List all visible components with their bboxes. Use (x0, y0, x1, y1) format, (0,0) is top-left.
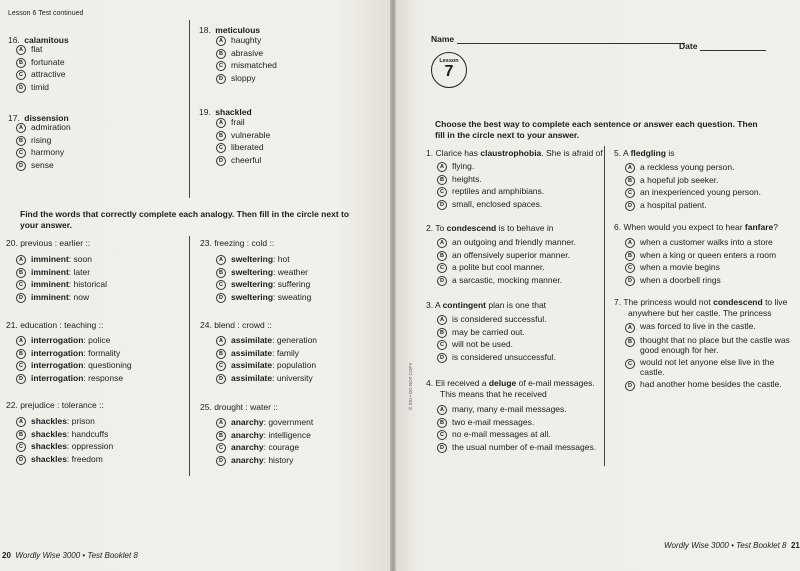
answer-bubble-icon[interactable]: D (625, 201, 635, 211)
answer-bubble-icon[interactable]: D (216, 456, 226, 466)
column-divider (189, 236, 190, 476)
answer-option[interactable] (16, 347, 132, 360)
option-text: the usual number of e-mail messages. (452, 441, 597, 452)
question-23: 23. freezing : cold :: (200, 238, 275, 248)
option-text: sloppy (231, 72, 256, 83)
options-q22 (16, 415, 113, 465)
answer-bubble-icon[interactable]: A (16, 123, 26, 133)
answer-option[interactable] (216, 454, 313, 467)
option-text: rising (31, 134, 52, 145)
answer-option[interactable] (437, 198, 544, 211)
answer-option[interactable] (437, 338, 556, 351)
option-text: will not be used. (452, 339, 513, 350)
answer-option[interactable] (216, 334, 317, 347)
analogy-rest: : generation (272, 335, 318, 345)
option-text: attractive (31, 69, 66, 80)
lesson-badge: Lesson 7 (431, 52, 467, 88)
answer-bubble-icon[interactable]: C (625, 188, 635, 198)
options-q7 (625, 321, 790, 393)
option-text: many, many e-mail messages. (452, 404, 567, 414)
answer-option[interactable] (16, 359, 132, 372)
answer-bubble-icon[interactable]: D (437, 443, 447, 453)
option-text: a polite but cool manner. (452, 262, 545, 273)
answer-option[interactable] (216, 347, 317, 360)
answer-option[interactable] (625, 321, 790, 333)
option-text: when a doorbell rings (640, 274, 721, 285)
answer-option[interactable] (437, 249, 576, 262)
column-divider (189, 20, 190, 198)
right-footer: Wordly Wise 3000 • Test Booklet 8 21 (664, 541, 800, 550)
answer-bubble-icon[interactable]: B (16, 58, 26, 68)
answer-option[interactable] (16, 134, 71, 147)
option-text: heights. (452, 173, 482, 184)
option-text: when a movie begins (640, 262, 720, 273)
analogy-rest: : response (83, 372, 124, 383)
answer-option[interactable] (16, 415, 113, 428)
answer-option[interactable] (16, 334, 132, 347)
analogy-rest: : questioning (83, 360, 132, 371)
analogy-rest: : university (272, 372, 313, 383)
answer-bubble-icon[interactable]: C (437, 340, 447, 350)
answer-option[interactable] (216, 129, 270, 142)
question-3: 3. A contingent plan is one that (426, 300, 547, 310)
option-text: had another home besides the castle. (640, 379, 782, 389)
answer-bubble-icon[interactable]: A (437, 162, 447, 172)
analogy-word: sweltering (231, 279, 274, 290)
answer-option[interactable] (437, 236, 576, 249)
answer-option[interactable] (216, 47, 277, 60)
answer-option[interactable] (216, 278, 311, 291)
answer-bubble-icon[interactable]: A (16, 336, 26, 346)
answer-bubble-icon[interactable]: A (216, 255, 226, 265)
option-text: flying. (452, 161, 475, 171)
answer-bubble-icon[interactable]: A (437, 315, 447, 325)
options-q20 (16, 253, 107, 303)
analogy-word: shackles (31, 416, 67, 426)
analogy-word: imminent (31, 266, 69, 277)
options-q5 (625, 161, 761, 211)
analogy-word: imminent (31, 254, 69, 264)
left-footer: 20 Wordly Wise 3000 • Test Booklet 8 (2, 551, 138, 560)
option-text: two e-mail messages. (452, 416, 535, 427)
answer-option[interactable] (437, 261, 576, 274)
analogy-rest: : government (263, 417, 314, 427)
analogy-word: anarchy (231, 429, 264, 440)
answer-option[interactable] (216, 34, 277, 47)
answer-bubble-icon[interactable]: A (437, 238, 447, 248)
answer-option[interactable] (16, 440, 113, 453)
option-text: would not let anyone else live in the castle. (640, 357, 775, 377)
answer-bubble-icon[interactable]: D (16, 161, 26, 171)
analogy-word: assimilate (231, 360, 273, 371)
options-q25 (216, 416, 313, 466)
option-text: admiration (31, 122, 71, 132)
answer-option[interactable] (16, 146, 71, 159)
answer-option[interactable] (216, 416, 313, 429)
analogy-rest: : freedom (66, 453, 103, 464)
analogy-rest: : police (83, 335, 111, 345)
answer-option[interactable] (16, 81, 66, 94)
answer-option[interactable] (216, 72, 277, 85)
analogy-word: anarchy (231, 442, 264, 453)
answer-bubble-icon[interactable]: B (16, 268, 26, 278)
answer-bubble-icon[interactable]: B (625, 337, 635, 347)
answer-bubble-icon[interactable]: A (216, 418, 226, 428)
answer-option[interactable] (625, 261, 776, 274)
question-7: 7. The princess would not condescend to live anywhere but her castle. The princess (614, 297, 788, 318)
option-text: no e-mail messages at all. (452, 429, 551, 440)
answer-option[interactable] (437, 416, 596, 429)
answer-bubble-icon[interactable]: B (437, 328, 447, 338)
analogy-word: interrogation (31, 360, 84, 371)
answer-option[interactable] (216, 372, 317, 385)
analogy-word: interrogation (31, 347, 84, 358)
options-q3 (437, 313, 556, 363)
answer-bubble-icon[interactable]: B (437, 175, 447, 185)
answer-option[interactable] (437, 351, 556, 364)
option-text: fortunate (31, 56, 65, 67)
answer-option[interactable] (437, 185, 544, 198)
analogy-rest: : intelligence (263, 429, 311, 440)
options-q18 (216, 34, 277, 84)
answer-bubble-icon[interactable]: D (16, 83, 26, 93)
analogy-word: assimilate (231, 347, 273, 358)
analogy-word: assimilate (231, 335, 273, 345)
answer-bubble-icon[interactable]: C (216, 361, 226, 371)
answer-option[interactable] (437, 403, 596, 416)
option-text: was forced to live in the castle. (640, 321, 756, 331)
question-18: 18. meticulous (199, 25, 261, 35)
answer-bubble-icon[interactable]: B (437, 418, 447, 428)
analogy-word: sweltering (231, 266, 274, 277)
option-text: mismatched (231, 60, 277, 71)
answer-bubble-icon[interactable]: B (625, 251, 635, 261)
option-text: a hopeful job seeker. (640, 174, 719, 185)
option-text: frail (231, 117, 245, 127)
answer-option[interactable] (625, 357, 790, 377)
answer-bubble-icon[interactable]: D (16, 293, 26, 303)
answer-bubble-icon[interactable]: C (216, 61, 226, 71)
question-17: 17. dissension (8, 113, 69, 123)
analogy-word: imminent (31, 291, 69, 302)
answer-bubble-icon[interactable]: D (437, 276, 447, 286)
answer-bubble-icon[interactable]: B (625, 176, 635, 186)
answer-bubble-icon[interactable]: C (16, 280, 26, 290)
analogy-rest: : weather (273, 266, 309, 277)
answer-option[interactable] (625, 236, 776, 249)
analogy-rest: : family (272, 347, 300, 358)
analogy-rest: : courage (263, 442, 300, 453)
answer-option[interactable] (16, 56, 66, 69)
option-text: timid (31, 81, 49, 92)
lesson-header: Lesson 6 Test continued (8, 10, 84, 17)
answer-option[interactable] (16, 68, 66, 81)
answer-bubble-icon[interactable]: D (625, 381, 635, 391)
answer-bubble-icon[interactable]: C (16, 361, 26, 371)
question-1: 1. Clarice has claustrophobia. She is afraid of (426, 148, 603, 158)
options-q19 (216, 116, 270, 166)
option-text: is considered unsuccessful. (452, 351, 556, 362)
answer-bubble-icon[interactable]: B (216, 49, 226, 59)
analogy-word: sweltering (231, 291, 274, 302)
answer-bubble-icon[interactable]: B (16, 430, 26, 440)
option-text: a reckless young person. (640, 162, 735, 172)
right-instruction: Choose the best way to complete each sentence or answer each question. Then fill in the circle next to your answer. (435, 119, 758, 140)
options-q1 (437, 160, 544, 210)
answer-option[interactable] (437, 313, 556, 326)
answer-bubble-icon[interactable]: D (16, 455, 26, 465)
option-text: is considered successful. (452, 314, 547, 324)
analogy-rest: : hot (273, 254, 290, 264)
answer-bubble-icon[interactable]: B (437, 251, 447, 261)
option-text: may be carried out. (452, 326, 525, 337)
answer-option[interactable] (625, 161, 761, 174)
answer-bubble-icon[interactable]: B (216, 349, 226, 359)
answer-bubble-icon[interactable]: D (216, 74, 226, 84)
option-text: when a customer walks into a store (640, 237, 773, 247)
options-q6 (625, 236, 776, 286)
option-text: sense (31, 159, 54, 170)
answer-bubble-icon[interactable]: C (437, 187, 447, 197)
analogy-word: sweltering (231, 254, 274, 264)
answer-bubble-icon[interactable]: C (216, 443, 226, 453)
copyright-notice: © SSI • DO NOT COPY (408, 362, 413, 410)
answer-option[interactable] (16, 291, 107, 304)
options-q21 (16, 334, 132, 384)
answer-option[interactable] (437, 326, 556, 339)
analogy-word: imminent (31, 279, 69, 290)
option-text: small, enclosed spaces. (452, 198, 543, 209)
answer-bubble-icon[interactable]: C (16, 442, 26, 452)
answer-option[interactable] (216, 359, 317, 372)
answer-bubble-icon[interactable]: C (216, 143, 226, 153)
analogy-rest: : oppression (66, 441, 114, 452)
answer-bubble-icon[interactable]: A (16, 417, 26, 427)
answer-option[interactable] (216, 291, 311, 304)
answer-option[interactable] (437, 441, 596, 454)
options-q23 (216, 253, 311, 303)
analogy-rest: : soon (68, 254, 92, 264)
answer-bubble-icon[interactable]: B (216, 431, 226, 441)
question-2: 2. To condescend is to behave in (426, 223, 554, 233)
option-text: reptiles and amphibians. (452, 186, 545, 197)
analogy-instruction: Find the words that correctly complete each analogy. Then fill in the circle next to your answer. (20, 209, 350, 230)
answer-bubble-icon[interactable]: A (625, 323, 635, 333)
answer-option[interactable] (437, 173, 544, 186)
analogy-rest: : sweating (273, 291, 312, 302)
answer-bubble-icon[interactable]: B (16, 349, 26, 359)
option-text: flat (31, 44, 43, 54)
show-through-text (300, 20, 302, 27)
analogy-rest: : formality (83, 347, 121, 358)
answer-option[interactable] (437, 160, 544, 173)
analogy-rest: : prison (66, 416, 95, 426)
answer-bubble-icon[interactable]: D (437, 200, 447, 210)
option-text: an outgoing and friendly manner. (452, 237, 576, 247)
column-divider (604, 146, 605, 466)
option-text: a hospital patient. (640, 199, 707, 210)
answer-option[interactable] (216, 253, 311, 266)
answer-option[interactable] (625, 274, 776, 287)
answer-bubble-icon[interactable]: A (216, 36, 226, 46)
answer-bubble-icon[interactable]: A (16, 255, 26, 265)
analogy-word: interrogation (31, 372, 84, 383)
answer-bubble-icon[interactable]: D (216, 156, 226, 166)
answer-bubble-icon[interactable]: D (625, 276, 635, 286)
answer-option[interactable] (16, 453, 113, 466)
question-5: 5. A fledgling is (614, 148, 675, 158)
book-gutter (390, 0, 396, 571)
answer-bubble-icon[interactable]: A (16, 45, 26, 55)
analogy-rest: : later (68, 266, 91, 277)
answer-bubble-icon[interactable]: C (437, 263, 447, 273)
question-6: 6. When would you expect to hear fanfare? (614, 222, 778, 232)
answer-option[interactable] (216, 59, 277, 72)
answer-bubble-icon[interactable]: D (16, 374, 26, 384)
option-text: vulnerable (231, 129, 271, 140)
answer-bubble-icon[interactable]: D (216, 293, 226, 303)
analogy-word: shackles (31, 428, 67, 439)
option-text: liberated (231, 142, 264, 153)
answer-option[interactable] (16, 253, 107, 266)
options-q24 (216, 334, 317, 384)
analogy-word: interrogation (31, 335, 84, 345)
answer-option[interactable] (216, 116, 270, 129)
answer-option[interactable] (625, 186, 761, 199)
answer-bubble-icon[interactable]: A (625, 238, 635, 248)
answer-option[interactable] (16, 372, 132, 385)
question-25: 25. drought : water :: (200, 402, 278, 412)
answer-option[interactable] (216, 441, 313, 454)
answer-option[interactable] (16, 278, 107, 291)
option-text: harmony (31, 147, 65, 158)
answer-bubble-icon[interactable]: B (16, 136, 26, 146)
analogy-rest: : population (272, 360, 317, 371)
answer-option[interactable] (216, 429, 313, 442)
question-24: 24. blend : crowd :: (200, 320, 272, 330)
answer-option[interactable] (16, 121, 71, 134)
analogy-word: anarchy (231, 417, 264, 427)
answer-option[interactable] (16, 159, 71, 172)
analogy-word: shackles (31, 441, 67, 452)
question-16: 16. calamitous (8, 35, 69, 45)
date-field[interactable]: Date (679, 41, 766, 51)
answer-option[interactable] (216, 154, 270, 167)
analogy-word: assimilate (231, 372, 273, 383)
answer-bubble-icon[interactable]: C (216, 280, 226, 290)
options-q16 (16, 43, 66, 93)
answer-bubble-icon[interactable]: A (216, 336, 226, 346)
answer-option[interactable] (625, 249, 776, 262)
answer-bubble-icon[interactable]: C (437, 430, 447, 440)
question-4: 4. Eli received a deluge of e-mail messages. This means that he received (426, 378, 595, 399)
analogy-word: shackles (31, 453, 67, 464)
analogy-rest: : suffering (273, 279, 311, 290)
question-20: 20. previous : earlier :: (6, 238, 91, 248)
analogy-rest: : now (68, 291, 90, 302)
answer-bubble-icon[interactable]: C (16, 70, 26, 80)
answer-option[interactable] (216, 266, 311, 279)
answer-option[interactable] (625, 199, 761, 212)
answer-bubble-icon[interactable]: B (216, 131, 226, 141)
question-19: 19. shackled (199, 107, 252, 117)
options-q17 (16, 121, 71, 171)
answer-option[interactable] (437, 274, 576, 287)
option-text: an inexperienced young person. (640, 187, 761, 198)
answer-bubble-icon[interactable]: C (625, 263, 635, 273)
answer-bubble-icon[interactable]: D (216, 374, 226, 384)
analogy-rest: : history (263, 454, 294, 465)
answer-option[interactable] (16, 428, 113, 441)
analogy-word: anarchy (231, 454, 264, 465)
answer-bubble-icon[interactable]: C (625, 359, 635, 369)
options-q2 (437, 236, 576, 286)
question-22: 22. prejudice : tolerance :: (6, 400, 104, 410)
option-text: thought that no place but the castle was good enough for her. (640, 335, 790, 355)
answer-bubble-icon[interactable]: C (16, 148, 26, 158)
answer-option[interactable] (625, 379, 790, 391)
option-text: haughty (231, 35, 262, 45)
answer-bubble-icon[interactable]: B (216, 268, 226, 278)
options-q4 (437, 403, 596, 453)
question-21: 21. education : teaching :: (6, 320, 104, 330)
answer-bubble-icon[interactable]: A (437, 405, 447, 415)
answer-option[interactable] (16, 43, 66, 56)
option-text: an offensively superior manner. (452, 249, 570, 260)
answer-option[interactable] (437, 428, 596, 441)
option-text: cheerful (231, 154, 262, 165)
answer-bubble-icon[interactable]: A (216, 118, 226, 128)
answer-option[interactable] (625, 335, 790, 355)
analogy-rest: : handcuffs (66, 428, 109, 439)
name-field[interactable]: Name (431, 34, 685, 44)
option-text: abrasive (231, 47, 264, 58)
option-text: when a king or queen enters a room (640, 249, 777, 260)
option-text: a sarcastic, mocking manner. (452, 274, 563, 285)
answer-option[interactable] (16, 266, 107, 279)
answer-option[interactable] (625, 174, 761, 187)
answer-bubble-icon[interactable]: A (625, 163, 635, 173)
answer-option[interactable] (216, 141, 270, 154)
answer-bubble-icon[interactable]: D (437, 353, 447, 363)
analogy-rest: : historical (68, 279, 108, 290)
